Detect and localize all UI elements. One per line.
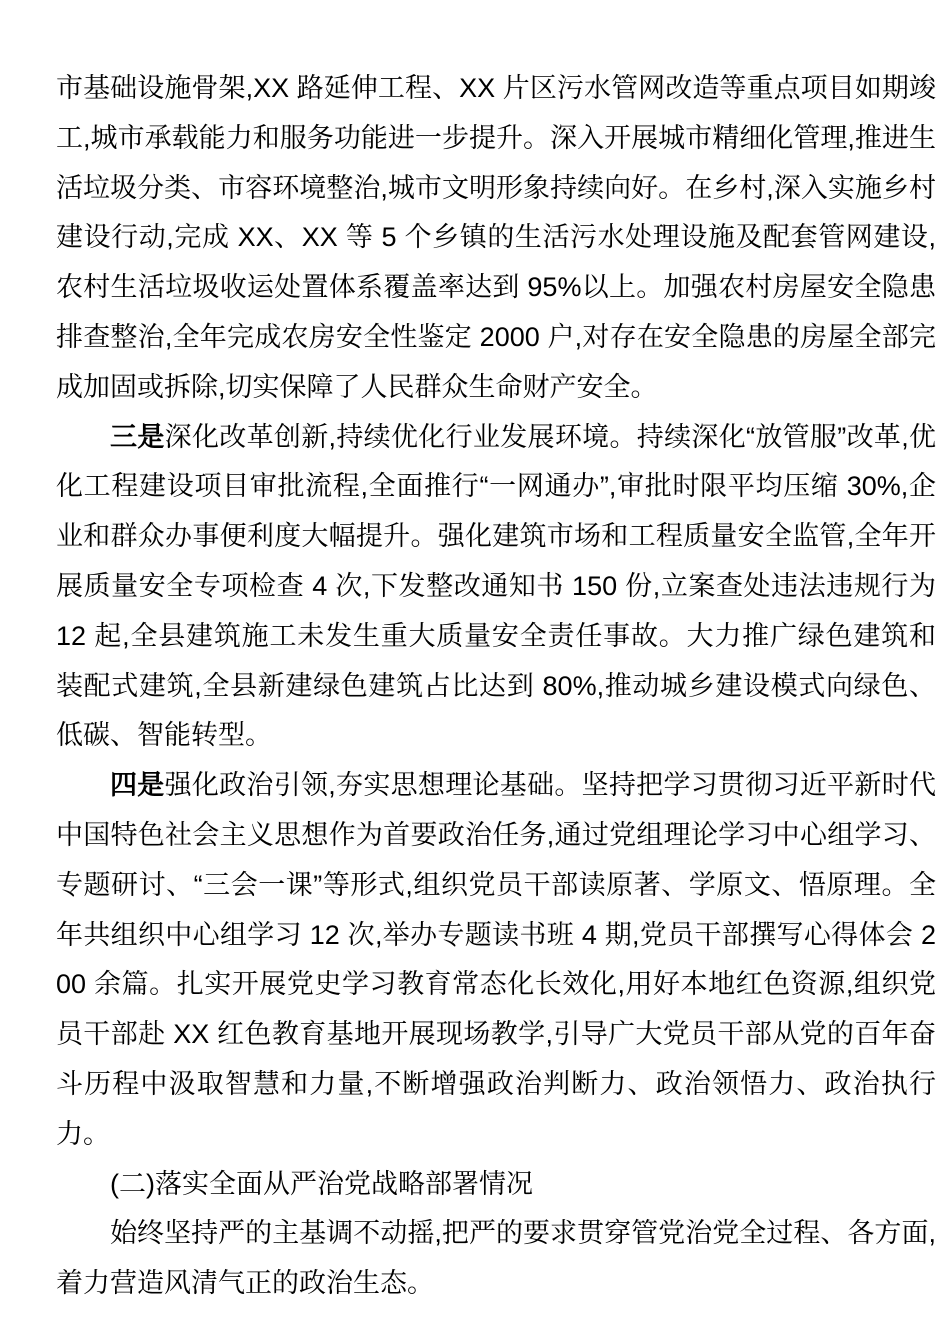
document-paragraph: 三是深化改革创新,持续优化行业发展环境。持续深化“放管服”改革,优化工程建设项目审批流程,全面推行“一网通办”,审批时限平均压缩 30%,企业和群众办事便利度大幅提升。强化建筑市场和工程质量安全监管,全年开展质量安全专项检查 4 次,下发整改通知书 150 份,立案查处违法违规行为 12 起,全县建筑施工未发生重大质量安全责任事故。大力推广绿色建筑和装配式建筑,全县新建绿色建筑占比达到 80%,推动城乡建设模式向绿色、低碳、智能转型。 xyxy=(56,421,937,751)
document-paragraph: 始终坚持严的主基调不动摇,把严的要求贯穿管党治党全过程、各方面,着力营造风清气正的政治生态。 xyxy=(56,1218,936,1299)
document-paragraph: 四是强化政治引领,夯实思想理论基础。坚持把学习贯彻习近平新时代中国特色社会主义思想作为首要政治任务,通过党组理论学习中心组学习、专题研讨、“三会一课”等形式,组织党员干部读原著、学原文、悟原理。全年共组织中心组学习 12 次,举办专题读书班 4 期,党员干部撰写心得体会 200 余篇。扎实开展党史学习教育常态化长效化,用好本地红色资源,组织党员干部赴 XX 红色教育基地开展现场教学,引导广大党员干部从党的百年奋斗历程中汲取智慧和力量,不断增强政治判断力、政治领悟力、政治执行力。 xyxy=(56,770,936,1149)
document-content xyxy=(56,64,936,1309)
document-paragraph: 市基础设施骨架,XX 路延伸工程、XX 片区污水管网改造等重点项目如期竣工,城市承载能力和服务功能进一步提升。深入开展城市精细化管理,推进生活垃圾分类、市容环境整治,城市文明形象持续向好。在乡村,深入实施乡村建设行动,完成 XX、XX 等 5 个乡镇的生活污水处理设施及配套管网建设,农村生活垃圾收运处置体系覆盖率达到 95%以上。加强农村房屋安全隐患排查整治,全年完成农房安全性鉴定 2000 户,对存在安全隐患的房屋全部完成加固或拆除,切实保障了人民群众生命财产安全。 xyxy=(56,73,936,402)
paragraph-lead: 四是 xyxy=(110,770,165,801)
paragraph-lead: 三是 xyxy=(110,421,165,452)
document-paragraph: (二)落实全面从严治党战略部署情况 xyxy=(110,1168,533,1199)
